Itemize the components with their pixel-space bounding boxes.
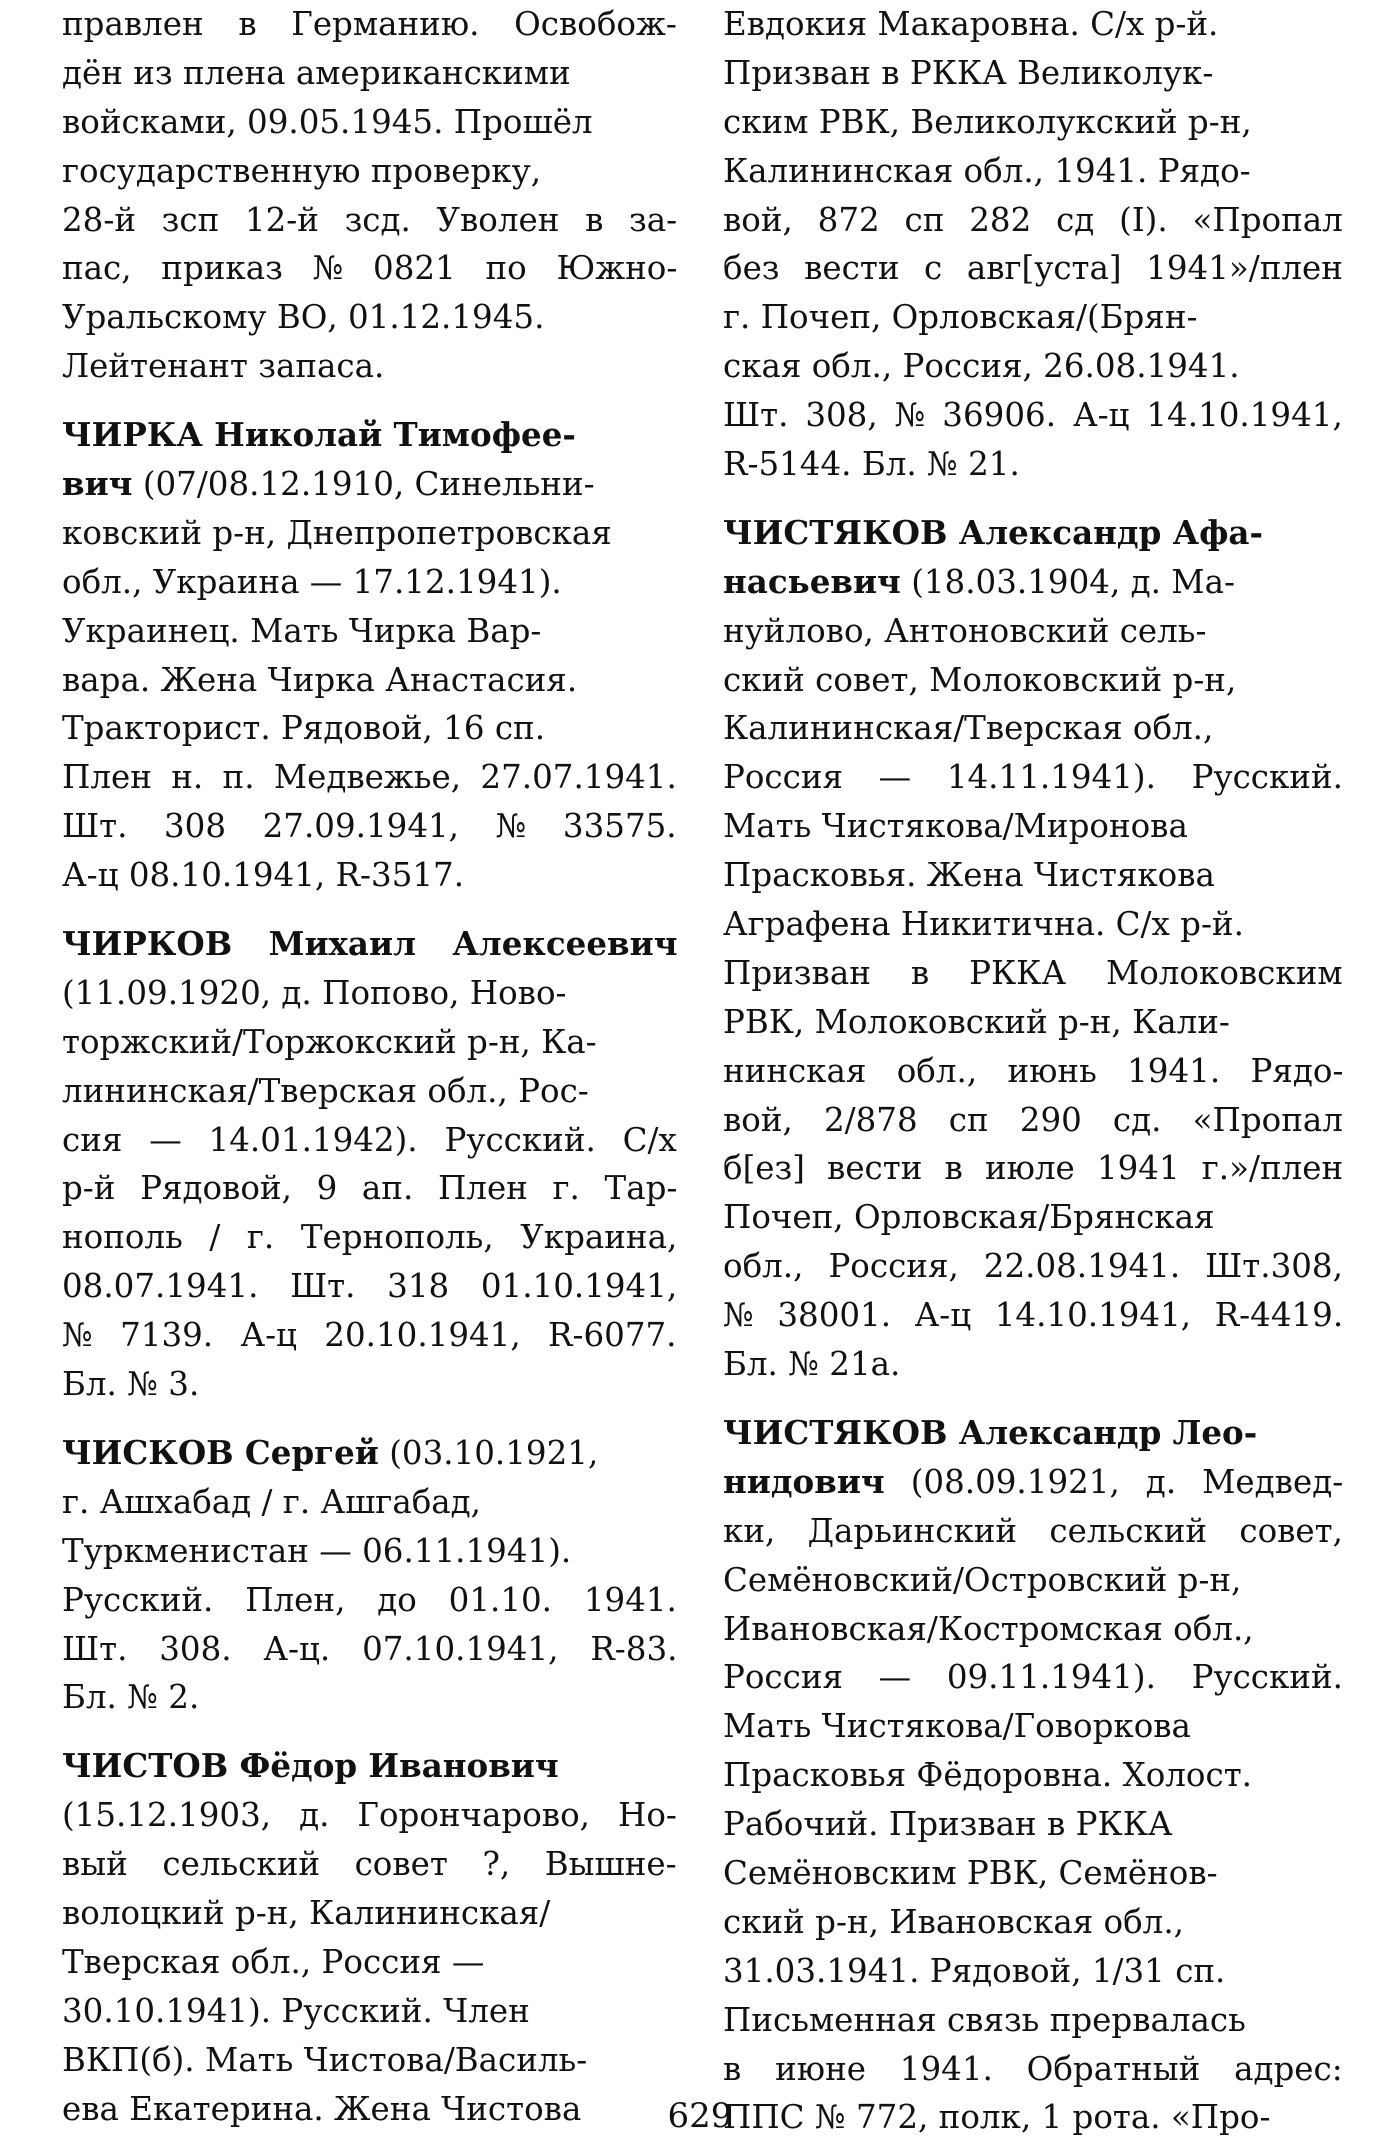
line-text: Россия — 14.11.1941). Русский. <box>723 758 1343 797</box>
line-text: нополь / г. Тернополь, Украина, <box>62 1218 677 1257</box>
left-column <box>62 0 677 2133</box>
line-text: ки, Дарьинский сельский совет, <box>723 1511 1343 1550</box>
entry-name: ЧИСТОВ Фёдор Иванович <box>62 1746 559 1786</box>
text-line <box>62 1840 677 1889</box>
text-line <box>62 1673 677 1722</box>
text-line <box>62 509 677 558</box>
text-line <box>723 558 1343 607</box>
text-line <box>62 460 677 509</box>
page-number: 629 <box>667 2096 733 2136</box>
text-line <box>723 851 1343 900</box>
text-line <box>62 411 677 460</box>
line-text: Семёновским РВК, Семёнов- <box>723 1853 1218 1892</box>
text-line <box>723 802 1343 851</box>
line-text: Тверская обл., Россия — <box>62 1942 485 1981</box>
text-line <box>723 244 1343 293</box>
entry-separator <box>723 489 1343 509</box>
entry-name: насьевич <box>723 561 901 601</box>
line-text: Лейтенант запаса. <box>62 347 385 386</box>
text-line <box>723 607 1343 656</box>
text-line <box>62 1527 677 1576</box>
text-line <box>62 1116 677 1165</box>
text-line <box>62 1018 677 1067</box>
entry-separator <box>723 1389 1343 1409</box>
line-text: Уральскому ВО, 01.12.1945. <box>62 298 545 337</box>
line-text: г. Почеп, Орловская/(Брян- <box>723 298 1198 337</box>
text-line <box>723 949 1343 998</box>
entry-separator <box>62 1722 677 1742</box>
line-text: Русский. Плен, до 01.10. 1941. <box>62 1580 677 1619</box>
text-line <box>62 1987 677 2036</box>
text-line <box>723 1193 1343 1242</box>
line-text: 31.03.1941. Рядовой, 1/31 сп. <box>723 1951 1226 1990</box>
entry-name: ЧИСТЯКОВ Александр Афа- <box>723 512 1263 552</box>
line-text: Ивановская/Костромская обл., <box>723 1609 1254 1648</box>
line-text: Письменная связь прервалась <box>723 2000 1246 2039</box>
text-line <box>62 98 677 147</box>
text-line <box>62 1938 677 1987</box>
line-text: правлен в Германию. Освобож- <box>62 5 677 43</box>
text-line <box>62 1213 677 1262</box>
line-text: Шт. 308. А-ц. 07.10.1941, R-83. <box>62 1629 677 1668</box>
line-text: ская обл., Россия, 26.08.1941. <box>723 347 1240 386</box>
text-line <box>62 147 677 196</box>
text-line <box>62 244 677 293</box>
line-text: лининская/Тверская обл., Рос- <box>62 1071 589 1110</box>
line-text: Аграфена Никитична. С/х р-й. <box>723 905 1244 944</box>
text-line <box>62 1067 677 1116</box>
text-line <box>62 607 677 656</box>
right-column <box>723 0 1343 2142</box>
text-line <box>62 342 677 391</box>
line-text: Прасковья Фёдоровна. Холост. <box>723 1756 1253 1795</box>
line-text: (07/08.12.1910, Синельни- <box>132 465 595 504</box>
line-text: Калининская обл., 1941. Рядо- <box>723 151 1251 190</box>
line-text: 08.07.1941. Шт. 318 01.10.1941, <box>62 1267 677 1306</box>
text-line <box>62 1429 677 1478</box>
line-text: (03.10.1921, <box>378 1433 599 1472</box>
line-text: Тракторист. Рядовой, 16 сп. <box>62 709 546 748</box>
line-text: Семёновский/Островский р-н, <box>723 1560 1242 1599</box>
entry-name: ЧИРКА Николай Тимофее- <box>62 415 576 455</box>
line-text: сия — 14.01.1942). Русский. С/х <box>62 1120 677 1159</box>
text-line <box>723 1507 1343 1556</box>
text-line <box>62 1576 677 1625</box>
text-line <box>62 196 677 245</box>
text-line <box>723 1849 1343 1898</box>
line-text: Почеп, Орловская/Брянская <box>723 1198 1215 1237</box>
text-line <box>62 969 677 1018</box>
text-line <box>62 1311 677 1360</box>
text-line <box>723 49 1343 98</box>
text-line <box>723 196 1343 245</box>
line-text: обл., Россия, 22.08.1941. Шт.308, <box>723 1247 1343 1286</box>
line-text: (15.12.1903, д. Горончарово, Но- <box>62 1796 677 1835</box>
text-line <box>723 1898 1343 1947</box>
text-line <box>723 509 1343 558</box>
line-text: РВК, Молоковский р-н, Кали- <box>723 1002 1230 1041</box>
text-line <box>723 900 1343 949</box>
text-line <box>723 753 1343 802</box>
entry-name: нидович <box>723 1461 885 1501</box>
line-text: ский совет, Молоковский р-н, <box>723 660 1237 699</box>
text-line <box>62 1889 677 1938</box>
line-text: нуйлово, Антоновский сель- <box>723 611 1207 650</box>
line-text: Мать Чистякова/Миронова <box>723 807 1188 846</box>
text-line <box>723 1996 1343 2045</box>
text-line <box>62 1164 677 1213</box>
line-text: Россия — 09.11.1941). Русский. <box>723 1658 1343 1697</box>
line-text: 30.10.1941). Русский. Член <box>62 1991 530 2030</box>
text-line <box>62 0 677 49</box>
entry-name: ЧИРКОВ Михаил Алексеевич <box>62 924 677 964</box>
text-line <box>62 851 677 900</box>
text-line <box>723 1291 1343 1340</box>
line-text: Шт. 308, № 36906. А-ц 14.10.1941, <box>723 396 1343 435</box>
entry-name: вич <box>62 464 133 504</box>
text-line <box>723 1751 1343 1800</box>
entry-name: ЧИСТЯКОВ Александр Лео- <box>723 1412 1258 1452</box>
text-line <box>723 998 1343 1047</box>
text-line <box>62 656 677 705</box>
line-text: в июне 1941. Обратный адрес: <box>723 2049 1343 2088</box>
text-line <box>62 1360 677 1409</box>
text-line <box>62 49 677 98</box>
text-line <box>62 753 677 802</box>
line-text: Прасковья. Жена Чистякова <box>723 856 1215 895</box>
text-line <box>62 1742 677 1791</box>
line-text: нинская обл., июнь 1941. Рядо- <box>723 1051 1343 1090</box>
text-line <box>62 2036 677 2085</box>
text-line <box>723 391 1343 440</box>
line-text: вара. Жена Чирка Анастасия. <box>62 660 578 699</box>
line-text: R-5144. Бл. № 21. <box>723 445 1020 484</box>
line-text: Евдокия Макаровна. С/х р-й. <box>723 5 1219 43</box>
line-text: (18.03.1904, д. Ма- <box>900 562 1235 601</box>
line-text: № 7139. А-ц 20.10.1941, R-6077. <box>62 1316 677 1355</box>
text-line <box>723 1800 1343 1849</box>
text-line <box>723 1409 1343 1458</box>
text-line <box>723 342 1343 391</box>
text-line <box>62 558 677 607</box>
text-line <box>62 1262 677 1311</box>
line-text: волоцкий р-н, Калининская/ <box>62 1893 551 1932</box>
text-line <box>723 1340 1343 1389</box>
text-line <box>723 656 1343 705</box>
text-line <box>723 1702 1343 1751</box>
text-line <box>723 1242 1343 1291</box>
text-line <box>723 440 1343 489</box>
line-text: без вести с авг[уста] 1941»/плен <box>723 249 1343 288</box>
text-line <box>723 1458 1343 1507</box>
line-text: Рабочий. Призван в РККА <box>723 1805 1173 1844</box>
line-text: б[ез] вести в июле 1941 г.»/плен <box>723 1149 1343 1188</box>
line-text: (08.09.1921, д. Медвед- <box>884 1462 1343 1501</box>
text-line <box>723 1653 1343 1702</box>
line-text: Бл. № 2. <box>62 1678 200 1717</box>
line-text: дён из плена американскими <box>62 53 571 92</box>
line-text: войсками, 09.05.1945. Прошёл <box>62 102 593 141</box>
line-text: № 38001. А-ц 14.10.1941, R-4419. <box>723 1296 1343 1335</box>
text-line <box>62 1478 677 1527</box>
text-line <box>723 704 1343 753</box>
line-text: вой, 872 сп 282 сд (I). «Пропал <box>723 200 1343 239</box>
line-text: ВКП(б). Мать Чистова/Василь- <box>62 2040 588 2079</box>
text-line <box>62 1625 677 1674</box>
text-line <box>723 1047 1343 1096</box>
text-line <box>723 1605 1343 1654</box>
text-line <box>62 802 677 851</box>
line-text: пас, приказ № 0821 по Южно- <box>62 249 677 288</box>
text-line <box>723 147 1343 196</box>
line-text: государственную проверку, <box>62 151 542 190</box>
line-text: Призван в РККА Великолук- <box>723 53 1214 92</box>
text-line <box>723 0 1343 49</box>
line-text: ковский р-н, Днепропетровская <box>62 513 612 552</box>
text-line <box>723 98 1343 147</box>
line-text: Калининская/Тверская обл., <box>723 709 1214 748</box>
line-text: г. Ашхабад / г. Ашгабад, <box>62 1482 481 1521</box>
text-line <box>723 2045 1343 2094</box>
line-text: Бл. № 21а. <box>723 1345 901 1384</box>
line-text: ева Екатерина. Жена Чистова <box>62 2089 582 2128</box>
line-text: Украинец. Мать Чирка Вар- <box>62 611 542 650</box>
line-text: Плен н. п. Медвежье, 27.07.1941. <box>62 758 677 797</box>
line-text: ский р-н, Ивановская обл., <box>723 1902 1184 1941</box>
line-text: р-й Рядовой, 9 ап. Плен г. Тар- <box>62 1169 677 1208</box>
line-text: вой, 2/878 сп 290 сд. «Пропал <box>723 1100 1343 1139</box>
line-text: ППС № 772, полк, 1 рота. «Про- <box>723 2098 1271 2137</box>
line-text: торжский/Торжокский р-н, Ка- <box>62 1022 597 1061</box>
line-text: Призван в РККА Молоковским <box>723 953 1343 992</box>
line-text: ским РВК, Великолукский р-н, <box>723 102 1252 141</box>
line-text: Шт. 308 27.09.1941, № 33575. <box>62 807 677 846</box>
text-line <box>723 1947 1343 1996</box>
text-line <box>723 1144 1343 1193</box>
text-line <box>62 1791 677 1840</box>
text-line <box>62 920 677 969</box>
line-text: (11.09.1920, д. Попово, Ново- <box>62 973 567 1012</box>
text-line <box>62 704 677 753</box>
line-text: А-ц 08.10.1941, R-3517. <box>62 856 465 895</box>
text-line <box>62 293 677 342</box>
entry-separator <box>62 391 677 411</box>
line-text: Туркменистан — 06.11.1941). <box>62 1531 572 1570</box>
text-line <box>723 1096 1343 1145</box>
line-text: Мать Чистякова/Говоркова <box>723 1707 1191 1746</box>
line-text: Бл. № 3. <box>62 1365 200 1404</box>
line-text: 28-й зсп 12-й зсд. Уволен в за- <box>62 200 677 239</box>
line-text: вый сельский совет ?, Вышне- <box>62 1845 677 1884</box>
entry-separator <box>62 900 677 920</box>
entry-name: ЧИСКОВ Сергей <box>62 1432 379 1472</box>
text-line <box>723 293 1343 342</box>
entry-separator <box>62 1409 677 1429</box>
text-line <box>723 1556 1343 1605</box>
line-text: обл., Украина — 17.12.1941). <box>62 562 562 601</box>
